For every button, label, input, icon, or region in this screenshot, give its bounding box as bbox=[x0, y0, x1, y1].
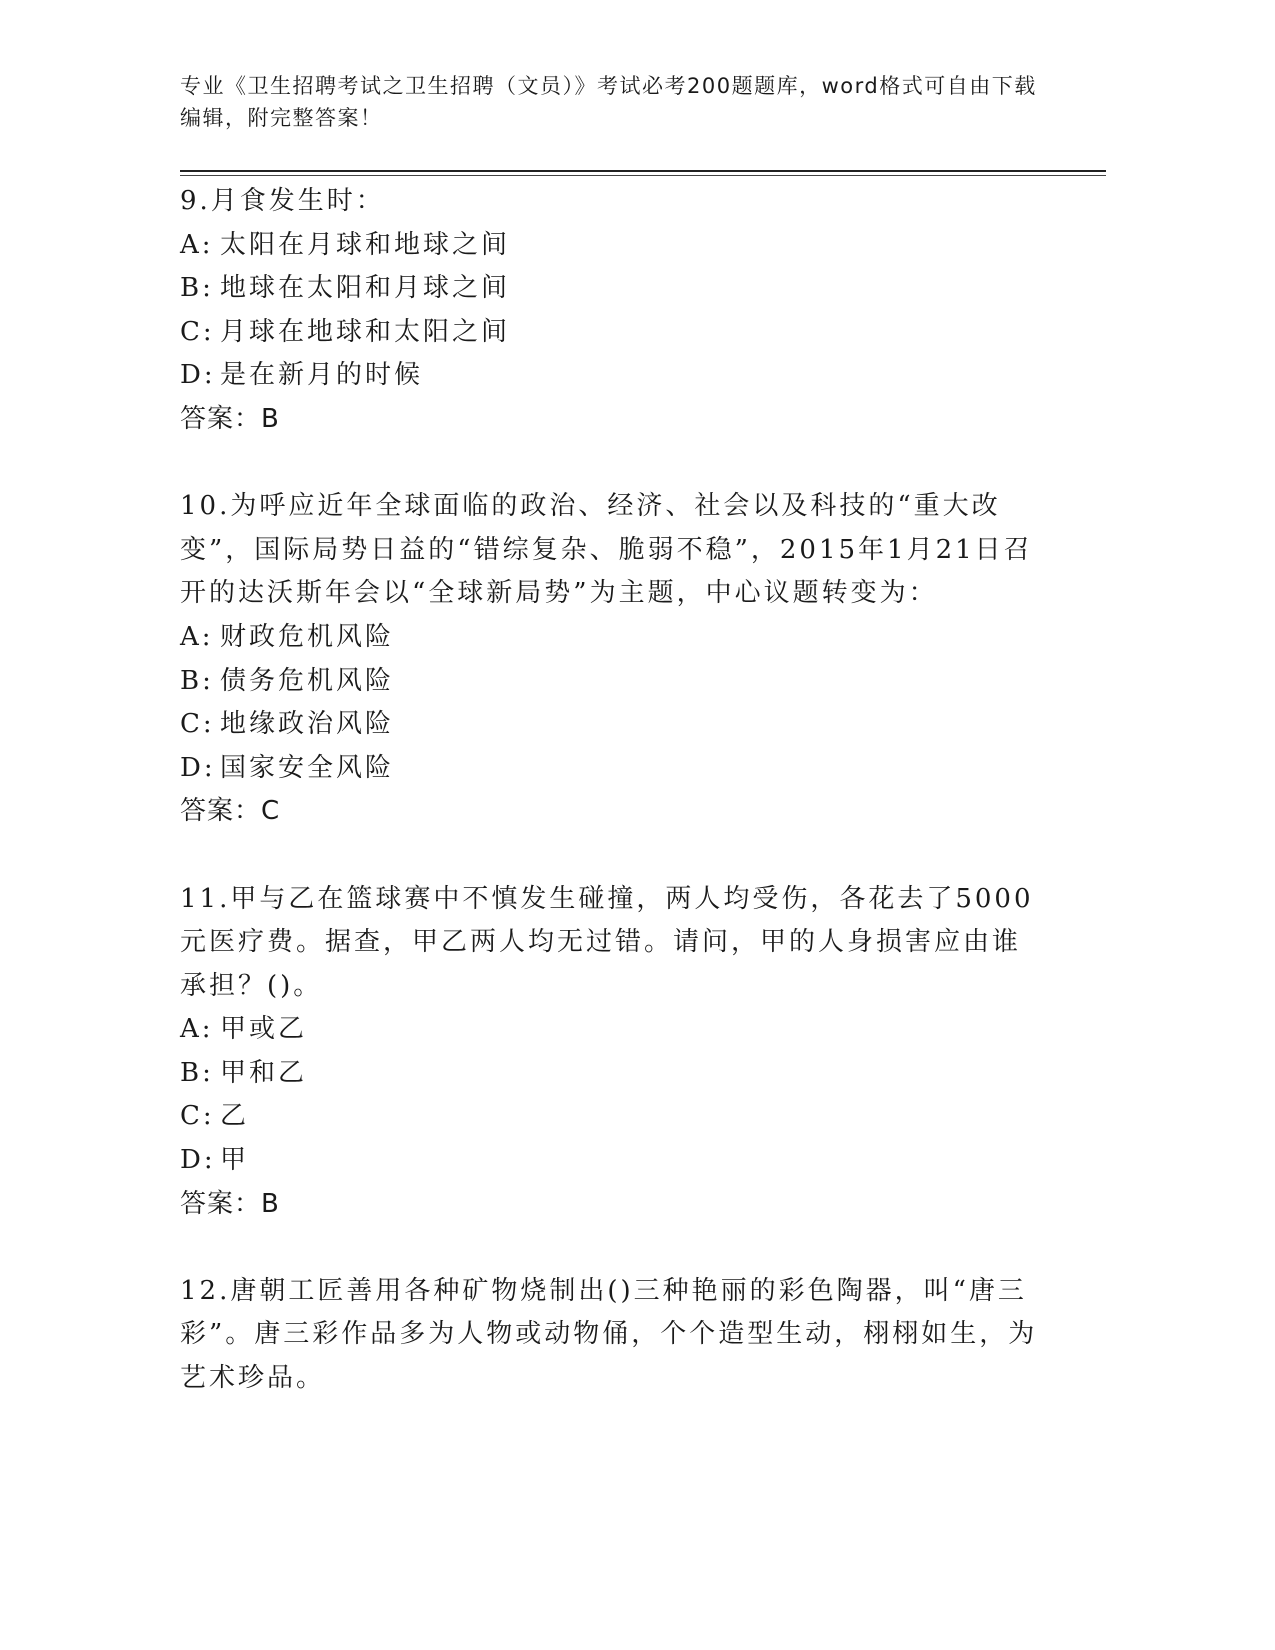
header-rule-thin bbox=[180, 175, 1106, 176]
answer-line: 答案：B bbox=[180, 1188, 280, 1219]
option-d bbox=[180, 747, 1060, 791]
option-d bbox=[180, 354, 1060, 398]
option-text: 太阳在月球和地球之间 bbox=[220, 229, 511, 260]
option-letter: A: bbox=[180, 1014, 214, 1045]
question-11 bbox=[180, 878, 1060, 1227]
option-text: 乙 bbox=[220, 1101, 250, 1132]
option-text: 甲和乙 bbox=[220, 1057, 308, 1088]
option-text: 财政危机风险 bbox=[220, 621, 395, 652]
header-rule-thick bbox=[180, 170, 1106, 172]
question-stem: 9.月食发生时： bbox=[180, 186, 385, 216]
option-letter: A: bbox=[180, 229, 214, 260]
option-c bbox=[180, 1095, 1060, 1139]
option-d bbox=[180, 1139, 1060, 1183]
option-letter: B: bbox=[180, 1057, 214, 1088]
option-a bbox=[180, 224, 1060, 268]
option-text: 月球在地球和太阳之间 bbox=[220, 316, 511, 347]
option-letter: C: bbox=[180, 1101, 215, 1132]
option-text: 甲或乙 bbox=[220, 1014, 308, 1045]
option-c bbox=[180, 703, 1060, 747]
option-letter: B: bbox=[180, 665, 214, 696]
option-letter: D: bbox=[180, 360, 216, 391]
question-spacer bbox=[180, 834, 1060, 878]
option-b bbox=[180, 660, 1060, 704]
question-stem: 10.为呼应近年全球面临的政治、经济、社会以及科技的“重大改变”，国际局势日益的“错综复杂、脆弱不稳”，2015年1月21日召开的达沃斯年会以“全球新局势”为主题，中心议题转变为： bbox=[180, 491, 1033, 609]
option-a bbox=[180, 1008, 1060, 1052]
option-letter: B: bbox=[180, 273, 214, 304]
option-text: 地缘政治风险 bbox=[220, 709, 395, 740]
answer-line: 答案：C bbox=[180, 796, 281, 827]
option-letter: D: bbox=[180, 1145, 216, 1176]
option-letter: C: bbox=[180, 316, 215, 347]
option-letter: D: bbox=[180, 752, 216, 783]
question-stem: 11.甲与乙在篮球赛中不慎发生碰撞，两人均受伤，各花去了5000元医疗费。据查，甲乙两人均无过错。请问，甲的人身损害应由谁承担？()。 bbox=[180, 883, 1034, 1001]
option-text: 债务危机风险 bbox=[220, 665, 395, 696]
option-b bbox=[180, 1052, 1060, 1096]
option-c bbox=[180, 311, 1060, 355]
option-b bbox=[180, 267, 1060, 311]
question-10 bbox=[180, 485, 1060, 834]
option-letter: A: bbox=[180, 621, 214, 652]
answer-line: 答案：B bbox=[180, 403, 280, 434]
question-12 bbox=[180, 1270, 1060, 1401]
option-a bbox=[180, 616, 1060, 660]
question-list bbox=[180, 180, 1060, 1401]
question-spacer bbox=[180, 442, 1060, 486]
option-text: 国家安全风险 bbox=[220, 752, 395, 783]
question-stem: 12.唐朝工匠善用各种矿物烧制出()三种艳丽的彩色陶器，叫“唐三彩”。唐三彩作品多为人物或动物俑，个个造型生动，栩栩如生，为艺术珍品。 bbox=[180, 1275, 1038, 1394]
option-text: 地球在太阳和月球之间 bbox=[220, 273, 511, 304]
question-9 bbox=[180, 180, 1060, 442]
option-text: 是在新月的时候 bbox=[220, 360, 424, 391]
option-text: 甲 bbox=[220, 1145, 250, 1176]
option-letter: C: bbox=[180, 709, 215, 740]
document-header: 专业《卫生招聘考试之卫生招聘（文员）》考试必考200题题库，word格式可自由下载编辑，附完整答案！ bbox=[180, 74, 1037, 130]
question-spacer bbox=[180, 1226, 1060, 1270]
